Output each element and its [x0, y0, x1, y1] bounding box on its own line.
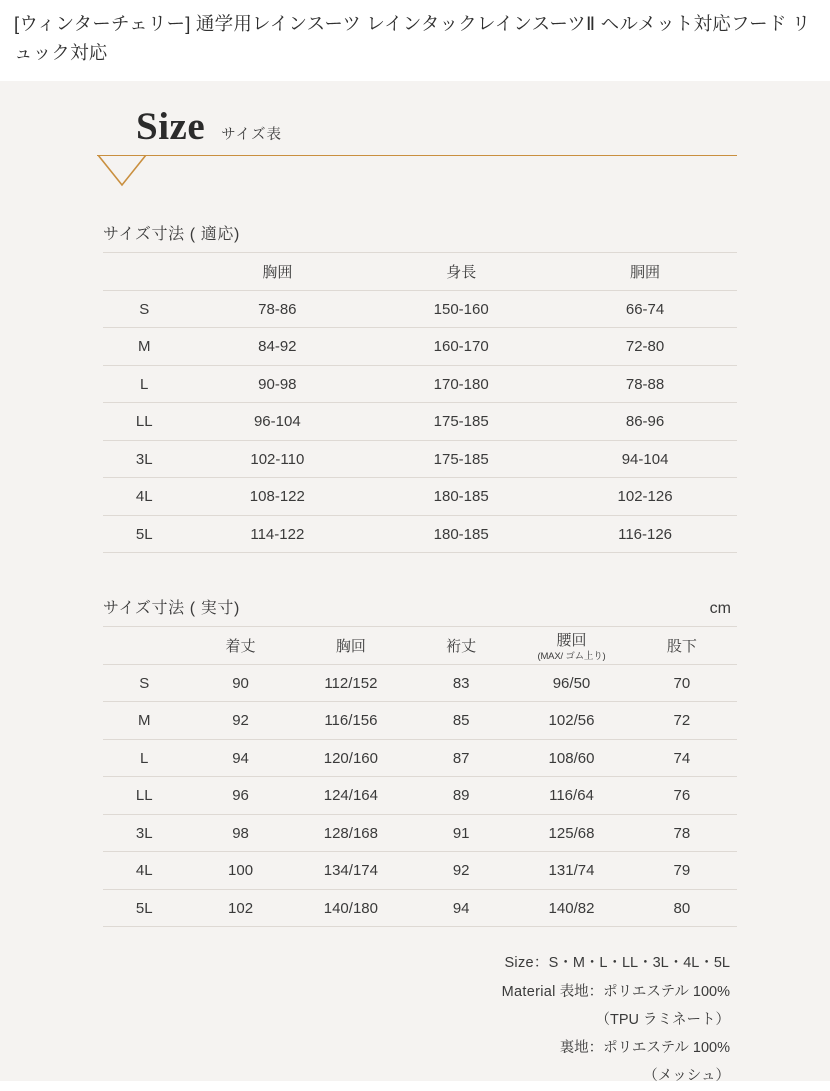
col-header-bust: 胸囲 [185, 253, 369, 291]
product-title: [ウィンターチェリー] 通学用レインスーツ レインタックレインスーツⅡ ヘルメット対応フード リュック対応 [14, 13, 811, 63]
table-row [103, 702, 737, 740]
cell-bust: 78-86 [185, 290, 369, 328]
spec-material-outer: 表地：ポリエステル 100% [559, 983, 730, 1000]
cell-inseam: 70 [627, 664, 737, 702]
cell-length: 96 [185, 777, 295, 815]
table-row [103, 739, 737, 777]
cell-height: 150-160 [369, 290, 553, 328]
cell-hip: 131/74 [516, 852, 626, 890]
cell-waist: 116-126 [553, 515, 737, 553]
col-header-blank [103, 627, 185, 665]
row-size: M [103, 328, 185, 366]
cell-waist: 102-126 [553, 478, 737, 516]
cell-waist: 78-88 [553, 365, 737, 403]
col-header-hip [516, 627, 626, 665]
row-size: 5L [103, 889, 185, 927]
cell-chest: 140/180 [296, 889, 406, 927]
cell-hip: 102/56 [516, 702, 626, 740]
actual-size-table [103, 626, 737, 927]
cell-length: 100 [185, 852, 295, 890]
size-heading-area [0, 81, 830, 181]
col-header-waist: 胴囲 [553, 253, 737, 291]
cell-length: 102 [185, 889, 295, 927]
row-size: LL [103, 403, 185, 441]
col-header-height: 身長 [369, 253, 553, 291]
row-size: 4L [103, 852, 185, 890]
cell-waist: 66-74 [553, 290, 737, 328]
cell-bust: 84-92 [185, 328, 369, 366]
cell-hip: 116/64 [516, 777, 626, 815]
cell-length: 90 [185, 664, 295, 702]
spec-block [0, 927, 830, 1090]
table-row [103, 365, 737, 403]
cell-inseam: 80 [627, 889, 737, 927]
cell-inseam: 72 [627, 702, 737, 740]
row-size: 5L [103, 515, 185, 553]
table-row [103, 290, 737, 328]
fit-size-table [103, 252, 737, 553]
cell-inseam: 78 [627, 814, 737, 852]
cell-height: 180-185 [369, 515, 553, 553]
col-header-inseam: 股下 [627, 627, 737, 665]
cell-bust: 108-122 [185, 478, 369, 516]
table-row [103, 889, 737, 927]
spec-size-label: Size： [504, 955, 549, 972]
col-header-chest: 胸回 [296, 627, 406, 665]
cell-height: 175-185 [369, 440, 553, 478]
row-size: L [103, 739, 185, 777]
cell-waist: 86-96 [553, 403, 737, 441]
spec-material-line1 [0, 978, 730, 1006]
spec-material-line2: （TPU ラミネート） [595, 1011, 730, 1028]
cell-chest: 128/168 [296, 814, 406, 852]
cell-height: 170-180 [369, 365, 553, 403]
cell-inseam: 79 [627, 852, 737, 890]
cell-inseam: 76 [627, 777, 737, 815]
fit-size-label: サイズ寸法 ( 適応) [103, 226, 240, 244]
cell-chest: 134/174 [296, 852, 406, 890]
cell-sleeve: 83 [406, 664, 516, 702]
cell-hip: 125/68 [516, 814, 626, 852]
unit-label: cm [709, 600, 731, 618]
cell-chest: 120/160 [296, 739, 406, 777]
table-row [103, 814, 737, 852]
row-size: LL [103, 777, 185, 815]
row-size: 3L [103, 814, 185, 852]
cell-sleeve: 92 [406, 852, 516, 890]
table-row [103, 664, 737, 702]
cell-chest: 116/156 [296, 702, 406, 740]
col-header-blank [103, 253, 185, 291]
size-heading: Size [136, 105, 206, 149]
spec-material-line4: （メッシュ） [643, 1068, 730, 1085]
row-size: 3L [103, 440, 185, 478]
table-row [103, 478, 737, 516]
row-size: 4L [103, 478, 185, 516]
col-header-hip-text: 腰回 [556, 632, 587, 650]
cell-hip: 108/60 [516, 739, 626, 777]
table-row [103, 852, 737, 890]
cell-hip: 140/82 [516, 889, 626, 927]
cell-bust: 102-110 [185, 440, 369, 478]
cell-height: 160-170 [369, 328, 553, 366]
cell-height: 175-185 [369, 403, 553, 441]
row-size: L [103, 365, 185, 403]
cell-hip: 96/50 [516, 664, 626, 702]
heading-rule [97, 155, 737, 156]
cell-bust: 96-104 [185, 403, 369, 441]
size-panel [0, 81, 830, 1085]
cell-waist: 94-104 [553, 440, 737, 478]
spec-size-line [0, 949, 730, 977]
cell-sleeve: 91 [406, 814, 516, 852]
col-header-hip-sub: (MAX/ ゴム上り) [537, 651, 606, 663]
cell-height: 180-185 [369, 478, 553, 516]
chevron-down-icon [97, 155, 147, 187]
cell-chest: 112/152 [296, 664, 406, 702]
cell-length: 98 [185, 814, 295, 852]
cell-length: 94 [185, 739, 295, 777]
table-row [103, 403, 737, 441]
row-size: S [103, 290, 185, 328]
spec-material-line3: 裏地：ポリエステル 100% [559, 1040, 730, 1057]
col-header-length: 着丈 [185, 627, 295, 665]
table-header-row [103, 627, 737, 665]
cell-sleeve: 94 [406, 889, 516, 927]
actual-size-block [0, 595, 830, 927]
col-header-sleeve: 裄丈 [406, 627, 516, 665]
cell-sleeve: 85 [406, 702, 516, 740]
table-row [103, 777, 737, 815]
cell-length: 92 [185, 702, 295, 740]
cell-bust: 114-122 [185, 515, 369, 553]
actual-size-label: サイズ寸法 ( 実寸) [103, 600, 240, 618]
cell-chest: 124/164 [296, 777, 406, 815]
spec-material-label: Material [501, 983, 556, 1000]
fit-size-block [0, 221, 830, 553]
spec-size-value: S・M・L・LL・3L・4L・5L [548, 955, 730, 972]
table-row [103, 440, 737, 478]
cell-sleeve: 89 [406, 777, 516, 815]
cell-waist: 72-80 [553, 328, 737, 366]
cell-bust: 90-98 [185, 365, 369, 403]
cell-inseam: 74 [627, 739, 737, 777]
cell-sleeve: 87 [406, 739, 516, 777]
table-row [103, 515, 737, 553]
table-row [103, 328, 737, 366]
row-size: M [103, 702, 185, 740]
table-header-row [103, 253, 737, 291]
size-heading-sub: サイズ表 [221, 127, 282, 144]
row-size: S [103, 664, 185, 702]
